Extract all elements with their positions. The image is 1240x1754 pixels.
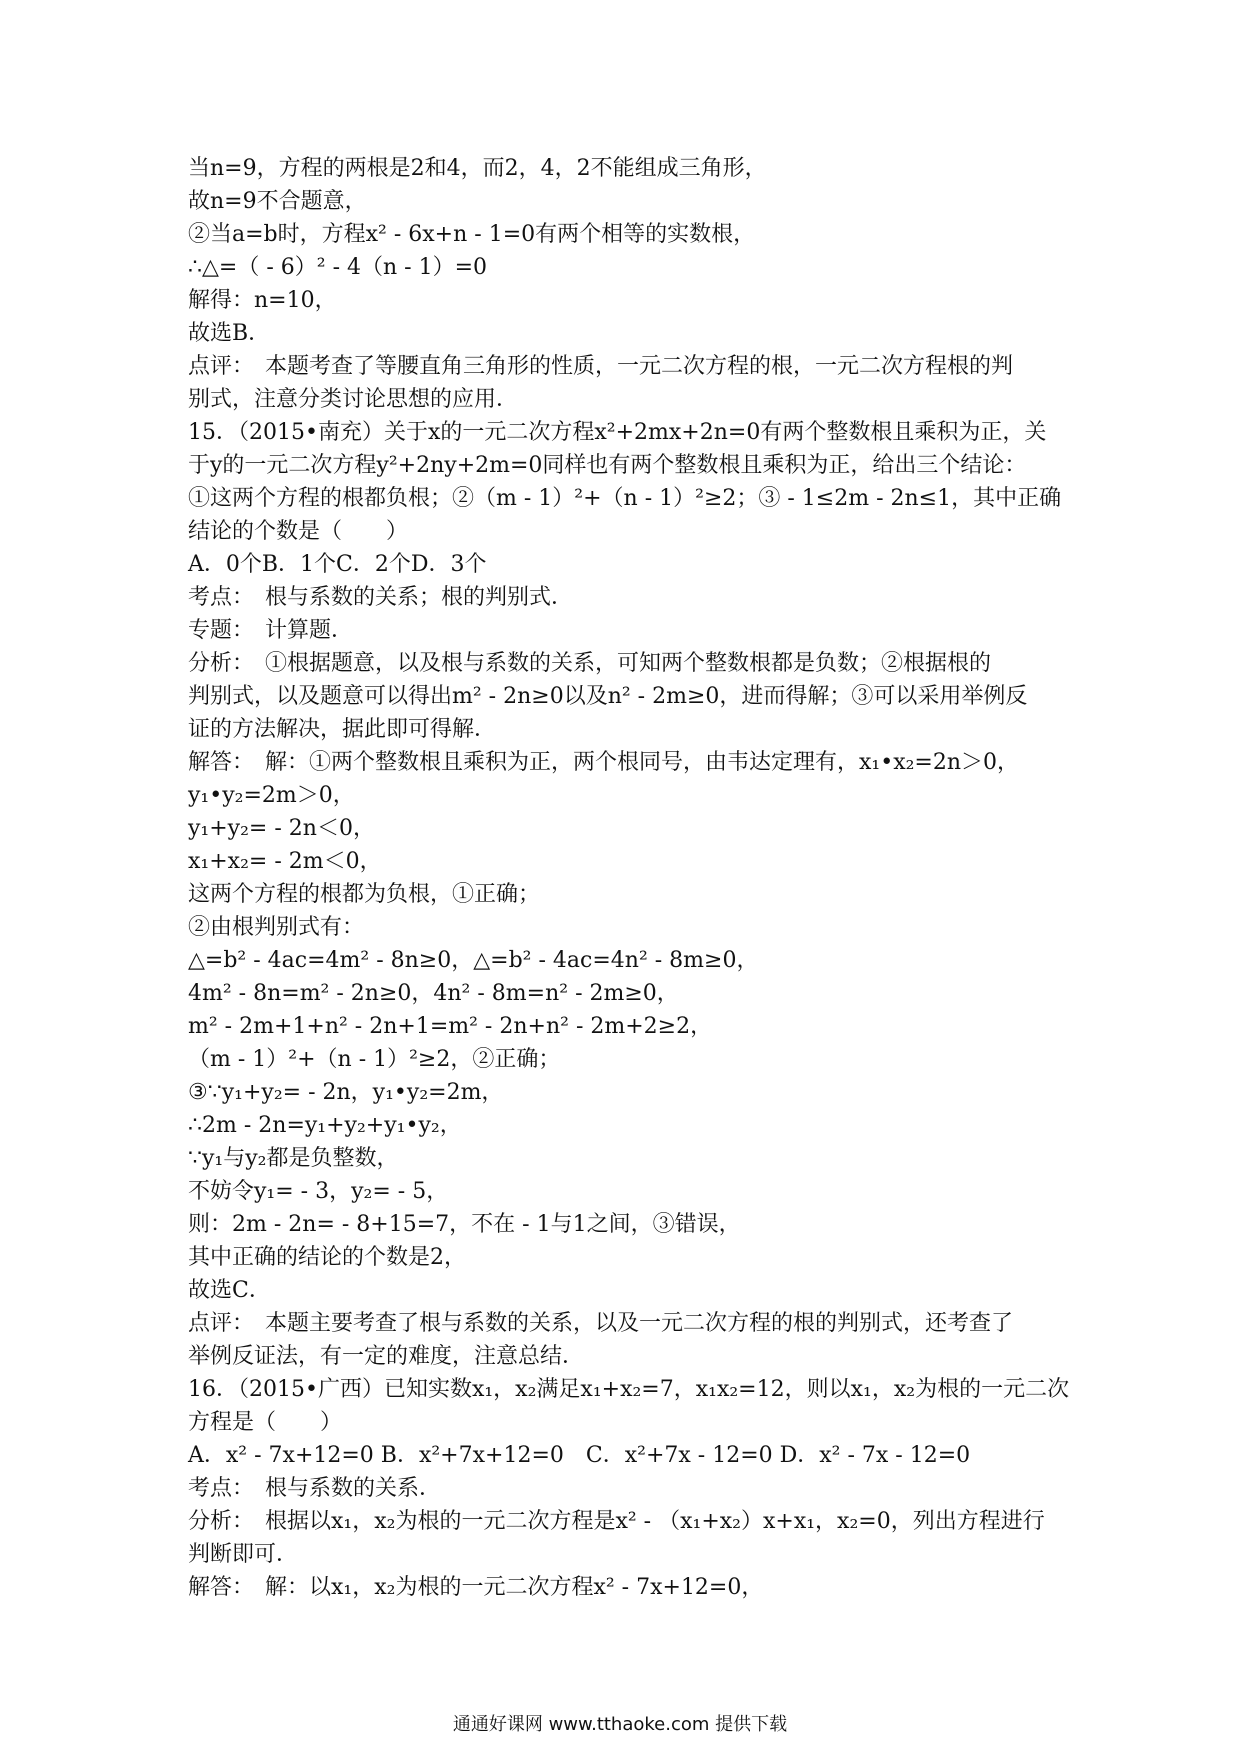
text-line: ②当a=b时，方程x² - 6x+n - 1=0有两个相等的实数根， xyxy=(188,222,756,247)
text-line: （m - 1）²+（n - 1）²≥2，②正确； xyxy=(188,1047,561,1072)
text-line: A．0个B．1个C．2个D．3个 xyxy=(188,552,487,577)
text-line: 举例反证法，有一定的难度，注意总结． xyxy=(188,1344,585,1369)
text-line: 判别式，以及题意可以得出m² - 2n≥0以及n² - 2m≥0，进而得解；③可以采用举例反 xyxy=(188,684,1028,709)
text-line: 证的方法解决，据此即可得解． xyxy=(188,717,497,742)
text-line: 不妨令y₁= - 3，y₂= - 5， xyxy=(188,1179,449,1204)
text-line: 于y的一元二次方程y²+2ny+2m=0同样也有两个整数根且乘积为正，给出三个结论： xyxy=(188,453,1027,478)
text-line: 别式，注意分类讨论思想的应用． xyxy=(188,387,519,412)
text-line: 则：2m - 2n= - 8+15=7，不在 - 1与1之间，③错误， xyxy=(188,1212,741,1237)
text-line: 方程是（ ） xyxy=(188,1410,343,1435)
text-line: 故n=9不合题意， xyxy=(188,189,367,214)
text-line: 考点： 根与系数的关系；根的判别式． xyxy=(188,585,574,610)
text-line: y₁•y₂=2m＞0， xyxy=(188,783,355,808)
text-line: 15．（2015•南充）关于x的一元二次方程x²+2mx+2n=0有两个整数根且乘积为正，关 xyxy=(188,420,1047,445)
text-line: x₁+x₂= - 2m＜0， xyxy=(188,849,382,874)
text-line: 当n=9，方程的两根是2和4，而2，4，2不能组成三角形， xyxy=(188,156,767,181)
text-line: 考点： 根与系数的关系． xyxy=(188,1476,442,1501)
text-line: m² - 2m+1+n² - 2n+1=m² - 2n+n² - 2m+2≥2， xyxy=(188,1014,713,1039)
text-line: 判断即可． xyxy=(188,1542,299,1567)
solution-text xyxy=(188,152,1068,1604)
text-line: 故选C． xyxy=(188,1278,271,1303)
text-line: 专题： 计算题． xyxy=(188,618,354,643)
text-line: ③∵y₁+y₂= - 2n，y₁•y₂=2m， xyxy=(188,1080,504,1105)
text-line: △=b² - 4ac=4m² - 8n≥0，△=b² - 4ac=4n² - 8m≥0， xyxy=(188,948,759,973)
text-line: y₁+y₂= - 2n＜0， xyxy=(188,816,375,841)
text-line: 解答： 解：①两个整数根且乘积为正，两个根同号，由韦达定理有，x₁•x₂=2n＞0， xyxy=(188,750,1020,775)
text-line: 4m² - 8n=m² - 2n≥0，4n² - 8m=n² - 2m≥0， xyxy=(188,981,679,1006)
text-line: 点评： 本题主要考查了根与系数的关系，以及一元二次方程的根的判别式，还考查了 xyxy=(188,1311,1014,1336)
text-line: ∴2m - 2n=y₁+y₂+y₁•y₂， xyxy=(188,1113,462,1138)
text-line: ②由根判别式有： xyxy=(188,915,365,940)
text-line: 其中正确的结论的个数是2， xyxy=(188,1245,466,1270)
text-line: 点评： 本题考查了等腰直角三角形的性质，一元二次方程的根，一元二次方程根的判 xyxy=(188,354,1014,379)
text-line: 分析： ①根据题意，以及根与系数的关系，可知两个整数根都是负数；②根据根的 xyxy=(188,651,992,676)
text-line: 16．（2015•广西）已知实数x₁，x₂满足x₁+x₂=7，x₁x₂=12，则以x₁，x₂为根的一元二次 xyxy=(188,1377,1070,1402)
text-line: 解答： 解：以x₁，x₂为根的一元二次方程x² - 7x+12=0， xyxy=(188,1575,764,1600)
text-line: ∵y₁与y₂都是负整数， xyxy=(188,1146,399,1171)
text-line: 故选B． xyxy=(188,321,271,346)
page-footer: 通通好课网 www.tthaoke.com 提供下载 xyxy=(452,1714,788,1735)
text-line: 解得：n=10， xyxy=(188,288,337,313)
text-line: 结论的个数是（ ） xyxy=(188,519,409,544)
text-line: A．x² - 7x+12=0 B．x²+7x+12=0 C．x²+7x - 12=0 D．x² - 7x - 12=0 xyxy=(188,1443,971,1468)
text-line: 这两个方程的根都为负根，①正确； xyxy=(188,882,541,907)
text-line: ①这两个方程的根都负根；②（m - 1）²+（n - 1）²≥2；③ - 1≤2m - 2n≤1，其中正确 xyxy=(188,486,1062,511)
text-line: ∴△=（ - 6）² - 4（n - 1）=0 xyxy=(188,255,488,280)
text-line: 分析： 根据以x₁，x₂为根的一元二次方程是x² - （x₁+x₂）x+x₁，x₂=0，列出方程进行 xyxy=(188,1509,1045,1534)
